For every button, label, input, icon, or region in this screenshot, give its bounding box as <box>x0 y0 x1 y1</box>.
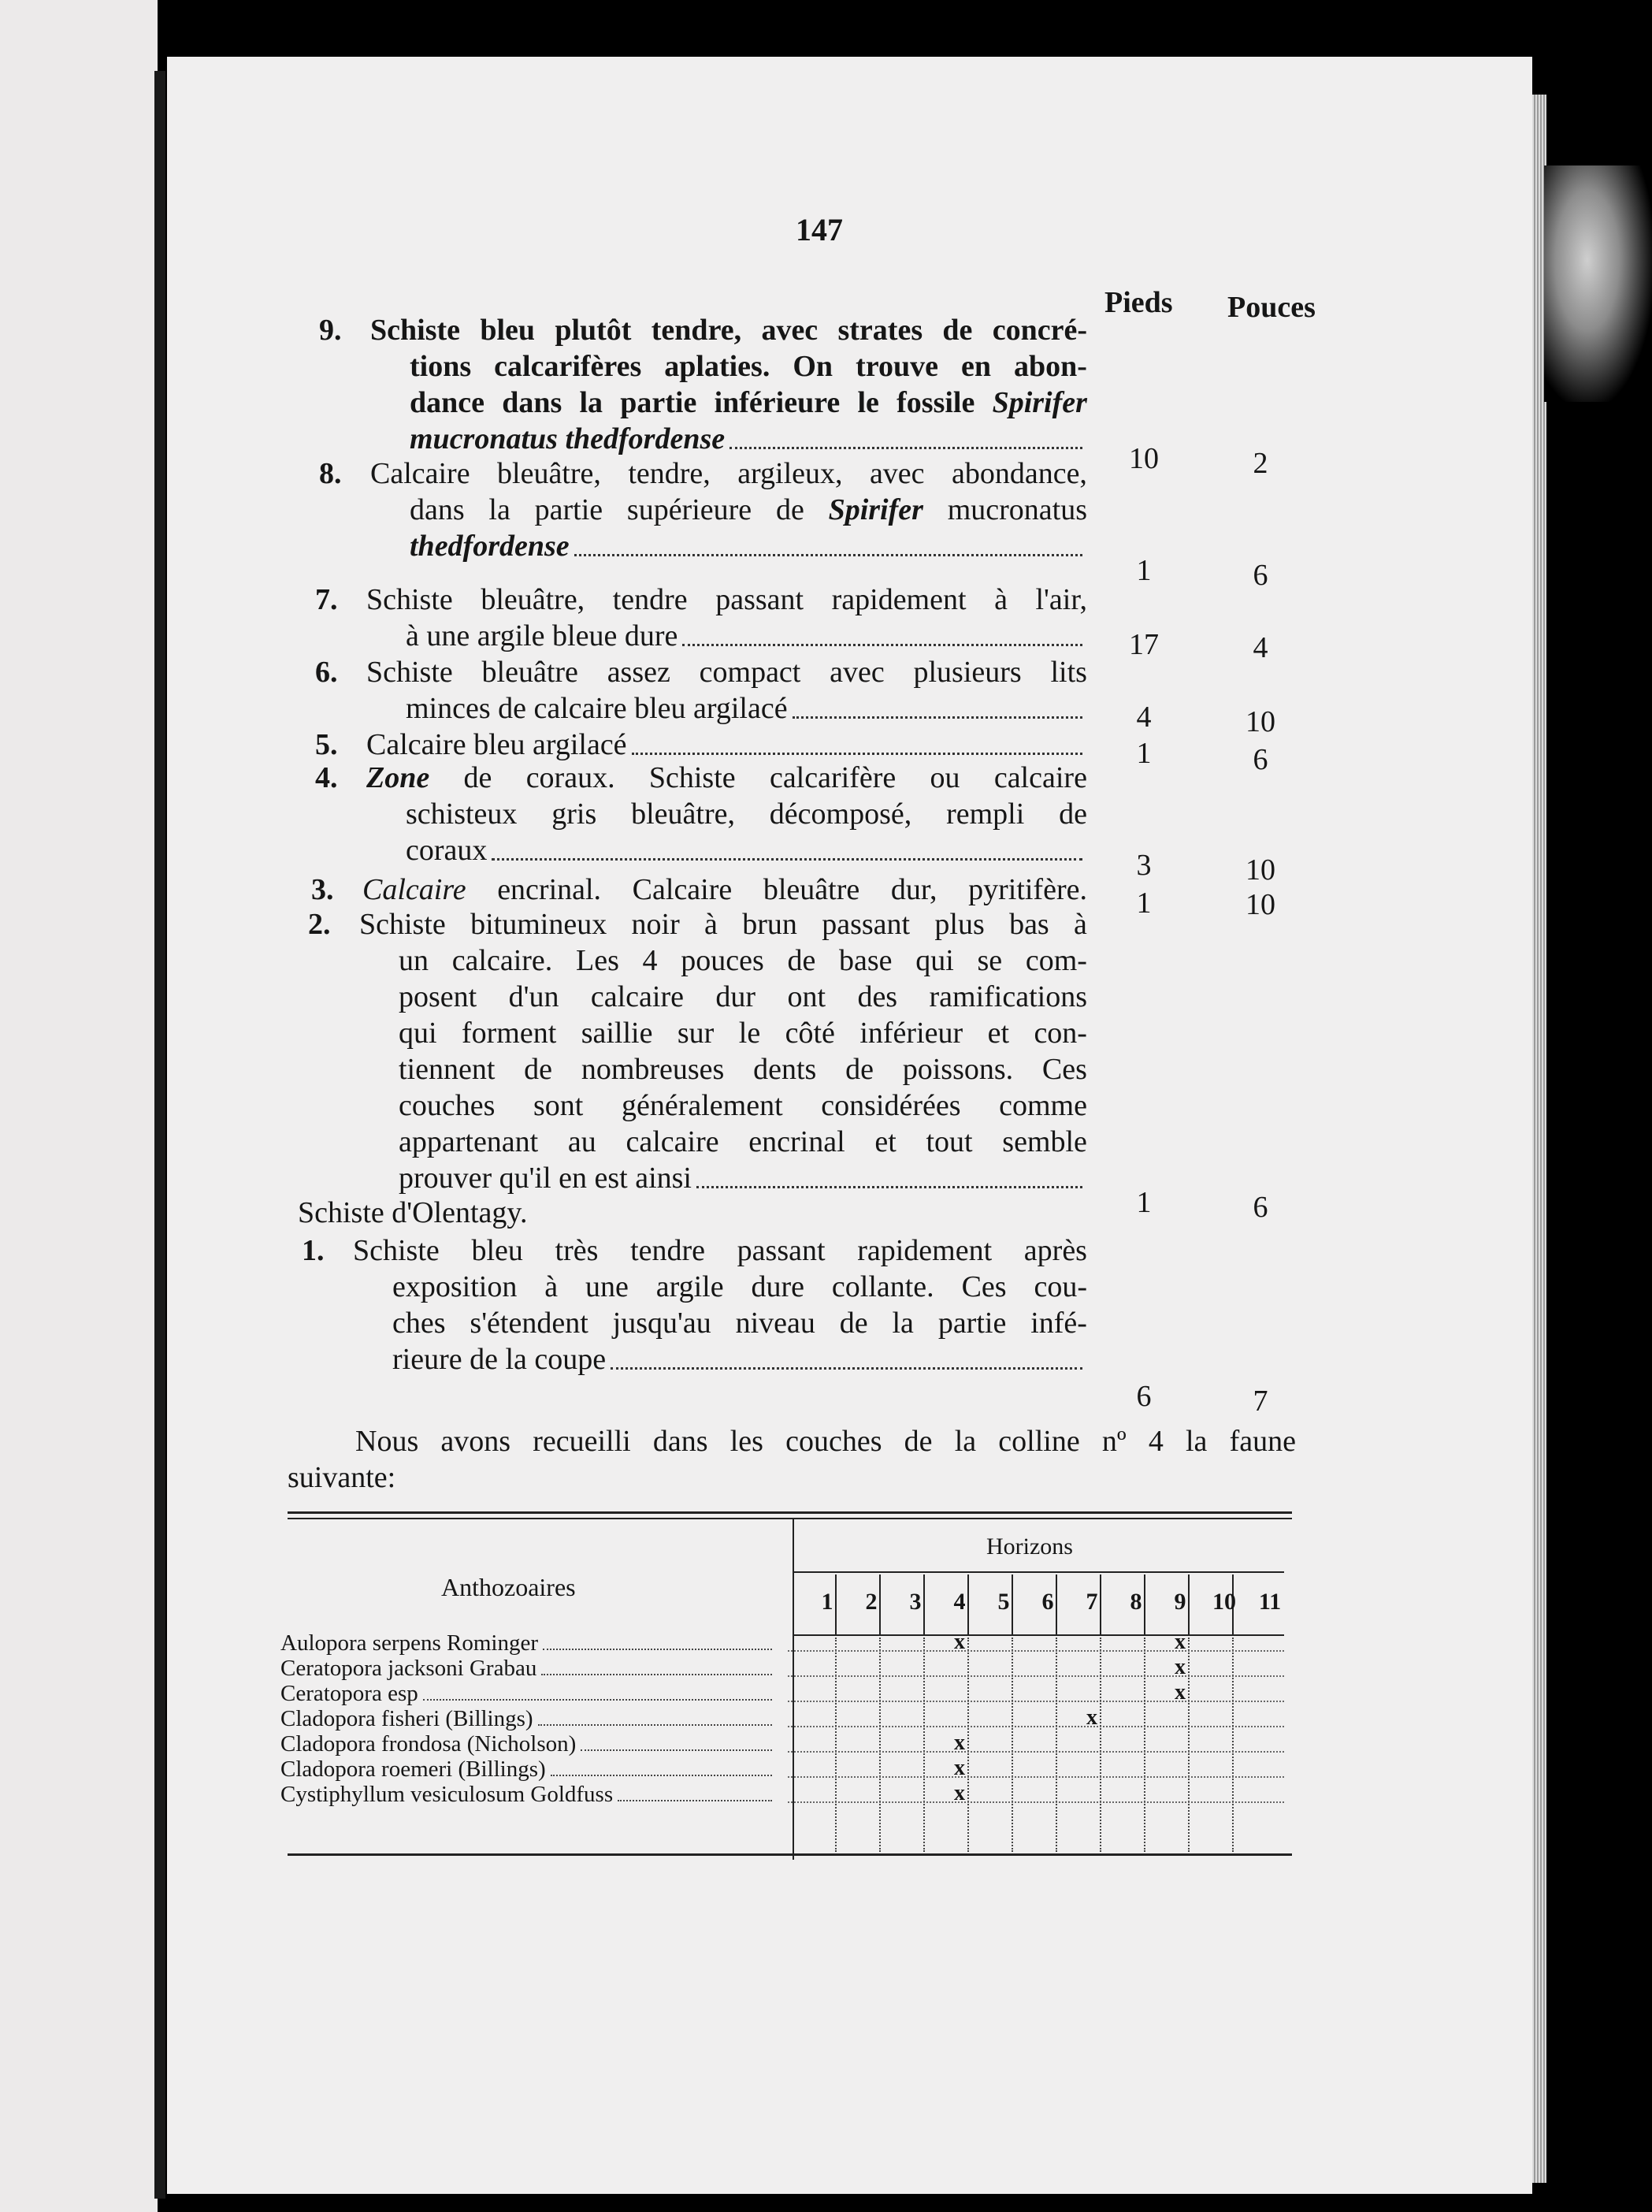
section-entry <box>319 455 1087 564</box>
table-row <box>280 1707 777 1731</box>
thickness-feet: 1 <box>1136 737 1152 770</box>
presence-mark: x <box>954 1781 965 1805</box>
entry-line: Calcaire encrinal. Calcaire bleuâtre dur, pyritifère. <box>362 873 1087 906</box>
group-label: Anthozoaires <box>441 1573 576 1601</box>
table-top-rule <box>288 1511 1292 1514</box>
row-dotted-leader <box>788 1751 1284 1753</box>
paragraph-line: suivante: <box>288 1461 396 1494</box>
table-row <box>280 1783 777 1807</box>
entry-number: 7. <box>315 583 338 616</box>
horizon-number: 3 <box>909 1589 922 1615</box>
thickness-feet: 3 <box>1136 849 1152 882</box>
presence-mark: x <box>954 1630 965 1654</box>
entry-line: Zone de coraux. Schiste calcarifère ou calcaire <box>366 761 1087 794</box>
entry-line: dance dans la partie inférieure le fossile Spirifer <box>410 386 1087 419</box>
thickness-inches: 2 <box>1253 447 1268 480</box>
section-entry <box>302 1232 1087 1377</box>
entry-line: appartenant au calcaire encrinal et tout semble <box>399 1125 1087 1158</box>
horizon-number: 9 <box>1174 1589 1186 1615</box>
entry-line: qui forment saillie sur le côté inférieur et con- <box>399 1017 1087 1050</box>
scan-background-left <box>0 0 158 2212</box>
entry-line: thedfordense <box>370 528 1087 564</box>
thickness-inches: 10 <box>1245 705 1275 738</box>
entry-line: tiennent de nombreuses dents de poissons. Ces <box>399 1053 1087 1086</box>
section-entry <box>319 312 1087 457</box>
entry-number: 9. <box>319 314 342 347</box>
page-number: 147 <box>796 212 843 247</box>
row-dotted-leader <box>788 1776 1284 1778</box>
entry-line: couches sont généralement considérées comme <box>399 1089 1087 1122</box>
thickness-feet: 1 <box>1136 1186 1152 1219</box>
column-header-pouces: Pouces <box>1227 291 1316 324</box>
species-name: Cladopora frondosa (Nicholson) <box>280 1731 577 1757</box>
row-dotted-leader <box>788 1726 1284 1727</box>
entry-line: posent d'un calcaire dur ont des ramifications <box>399 980 1087 1013</box>
section-entry <box>308 906 1087 1196</box>
entry-line: Schiste bleu plutôt tendre, avec strates de concré- <box>370 314 1087 347</box>
entry-line: exposition à une argile dure collante. Ces cou- <box>392 1270 1087 1303</box>
horizon-number: 1 <box>821 1589 833 1615</box>
column-dotted-separator <box>1144 1638 1145 1852</box>
scan-debris <box>1544 165 1652 402</box>
entry-line: schisteux gris bleuâtre, décomposé, rempli de <box>406 797 1087 831</box>
presence-mark: x <box>954 1756 965 1780</box>
horizon-number: 4 <box>953 1589 966 1615</box>
horizon-number: 10 <box>1212 1589 1236 1615</box>
table-divider <box>793 1519 794 1860</box>
entry-line: rieure de la coupe <box>353 1341 1087 1377</box>
entry-line: Calcaire bleuâtre, tendre, argileux, avec abondance, <box>370 457 1087 490</box>
section-entry <box>315 760 1087 868</box>
entry-line: coraux <box>366 832 1087 868</box>
thickness-inches: 10 <box>1245 853 1275 887</box>
presence-mark: x <box>1086 1705 1097 1730</box>
species-name: Ceratopora esp <box>280 1681 418 1706</box>
header-bottom-rule <box>793 1634 1284 1636</box>
thickness-inches: 4 <box>1253 631 1268 664</box>
table-top-rule-thin <box>288 1518 1292 1519</box>
horizon-number: 11 <box>1258 1589 1282 1615</box>
page-stack-edge <box>1532 95 1546 2183</box>
species-name: Aulopora serpens Rominger <box>280 1630 538 1656</box>
thickness-feet: 6 <box>1136 1380 1152 1413</box>
binding-shadow <box>154 71 165 2199</box>
entry-number: 4. <box>315 761 338 794</box>
table-row <box>280 1656 777 1681</box>
column-dotted-separator <box>1232 1638 1234 1852</box>
section-entry <box>311 872 1087 908</box>
entry-line: Schiste bleuâtre, tendre passant rapidement à l'air, <box>366 583 1087 616</box>
entry-line: mucronatus thedfordense <box>370 421 1087 457</box>
entry-line: ches s'étendent jusqu'au niveau de la partie infé- <box>392 1307 1087 1340</box>
entry-number: 8. <box>319 457 342 490</box>
entry-number: 5. <box>315 728 338 761</box>
entry-line: tions calcarifères aplaties. On trouve en abon- <box>410 350 1087 383</box>
horizon-number: 7 <box>1086 1589 1098 1615</box>
horizons-label: Horizons <box>986 1534 1073 1560</box>
section-entry <box>315 727 1087 763</box>
row-dotted-leader <box>788 1650 1284 1652</box>
thickness-inches: 10 <box>1245 888 1275 921</box>
thickness-feet: 1 <box>1136 887 1152 920</box>
column-dotted-separator <box>879 1638 881 1852</box>
thickness-feet: 1 <box>1136 554 1152 587</box>
species-name: Cladopora fisheri (Billings) <box>280 1706 533 1731</box>
thickness-inches: 6 <box>1253 559 1268 592</box>
species-name: Cladopora roemeri (Billings) <box>280 1757 546 1782</box>
entry-line: minces de calcaire bleu argilacé <box>366 690 1087 727</box>
section-entry <box>315 582 1087 654</box>
presence-mark: x <box>1175 1655 1186 1679</box>
section-heading: Schiste d'Olentagy. <box>298 1196 528 1229</box>
horizon-number: 8 <box>1130 1589 1142 1615</box>
thickness-feet: 4 <box>1136 701 1152 734</box>
paragraph-line: Nous avons recueilli dans les couches de la colline nº 4 la faune <box>355 1425 1296 1458</box>
table-bottom-rule <box>288 1853 1292 1856</box>
horizons-rule <box>793 1571 1284 1573</box>
presence-mark: x <box>1175 1680 1186 1705</box>
entry-number: 3. <box>311 873 334 906</box>
species-name: Cystiphyllum vesiculosum Goldfuss <box>280 1782 614 1807</box>
presence-mark: x <box>1175 1630 1186 1654</box>
entry-line: Schiste bleu très tendre passant rapidement après <box>353 1234 1087 1267</box>
section-entry <box>315 654 1087 727</box>
table-row <box>280 1732 777 1757</box>
thickness-inches: 6 <box>1253 743 1268 776</box>
entry-line: prouver qu'il en est ainsi <box>359 1160 1087 1196</box>
entry-line: dans la partie supérieure de Spirifer mucronatus <box>410 493 1087 526</box>
horizon-number: 2 <box>865 1589 878 1615</box>
entry-number: 1. <box>302 1234 325 1267</box>
presence-mark: x <box>954 1731 965 1755</box>
thickness-feet: 17 <box>1129 628 1159 661</box>
entry-line: Calcaire bleu argilacé <box>366 727 1087 763</box>
thickness-inches: 6 <box>1253 1191 1268 1224</box>
horizon-number: 6 <box>1041 1589 1054 1615</box>
entry-line: Schiste bleuâtre assez compact avec plusieurs lits <box>366 656 1087 689</box>
column-dotted-separator <box>835 1638 837 1852</box>
table-row <box>280 1631 777 1656</box>
row-dotted-leader <box>788 1701 1284 1702</box>
row-dotted-leader <box>788 1801 1284 1803</box>
entry-line: à une argile bleue dure <box>366 618 1087 654</box>
table-row <box>280 1757 777 1782</box>
species-name: Ceratopora jacksoni Grabau <box>280 1656 537 1681</box>
fauna-intro-paragraph <box>288 1423 1296 1496</box>
horizon-number: 5 <box>997 1589 1010 1615</box>
table-row <box>280 1682 777 1706</box>
row-dotted-leader <box>788 1675 1284 1677</box>
column-dotted-separator <box>1056 1638 1057 1852</box>
thickness-inches: 7 <box>1253 1385 1268 1418</box>
entry-number: 6. <box>315 656 338 689</box>
entry-number: 2. <box>308 908 331 941</box>
entry-line: Schiste bitumineux noir à brun passant plus bas à <box>359 908 1087 941</box>
column-dotted-separator <box>1100 1638 1101 1852</box>
column-dotted-separator <box>923 1638 925 1852</box>
thickness-feet: 10 <box>1129 442 1159 475</box>
column-header-pieds: Pieds <box>1104 286 1173 319</box>
column-dotted-separator <box>1012 1638 1013 1852</box>
entry-line: un calcaire. Les 4 pouces de base qui se com- <box>399 944 1087 977</box>
